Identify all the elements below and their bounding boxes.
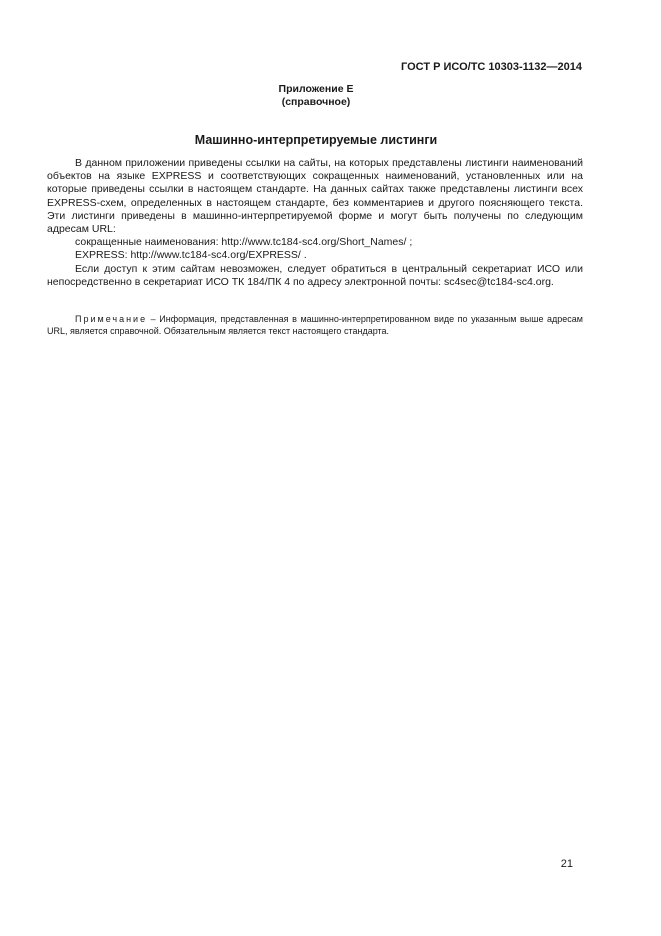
note-label: Примечание [75,314,148,324]
url-express: EXPRESS: http://www.tc184-sc4.org/EXPRESS/ . [75,249,307,262]
page-number: 21 [560,858,573,870]
document-code: ГОСТ Р ИСО/ТС 10303-1132—2014 [401,61,582,73]
paragraph-intro: В данном приложении приведены ссылки на сайты, на которых представлены листинги наименований объектов на языке EXPRESS и соответствующих сокращенных наименований, установленных или на которые приведены ссылки в настоящем стандарте. На данных сайтах также представлены листинги всех EXPRESS-схем, определенных в настоящем стандарте, без комментариев и другого поясняющего текста. Эти листинги приведены в машинно-интерпретируемой форме и могут быть получены по следующим адресам URL: [47,157,583,236]
annex-title-line1: Приложение Е [278,83,354,95]
paragraph-contact: Если доступ к этим сайтам невозможен, следует обратиться в центральный секретариат ИСО или непосредственно в секретариат ИСО ТК 184/ПК 4 по адресу электронной почты: sc4sec@tc184-sc4.org. [47,262,583,288]
note-text: – Информация, представленная в машинно-интерпретированном виде по указанным выше адресам URL, является справочной. Обязательным является текст настоящего стандарта. [47,314,583,336]
note [47,314,583,337]
body-text [47,157,583,289]
annex-title-line2: (справочное) [281,96,351,108]
annex-title [0,83,632,109]
section-heading: Машинно-интерпретируемые листинги [194,133,438,147]
url-short-names: сокращенные наименования: http://www.tc184-sc4.org/Short_Names/ ; [75,236,413,249]
